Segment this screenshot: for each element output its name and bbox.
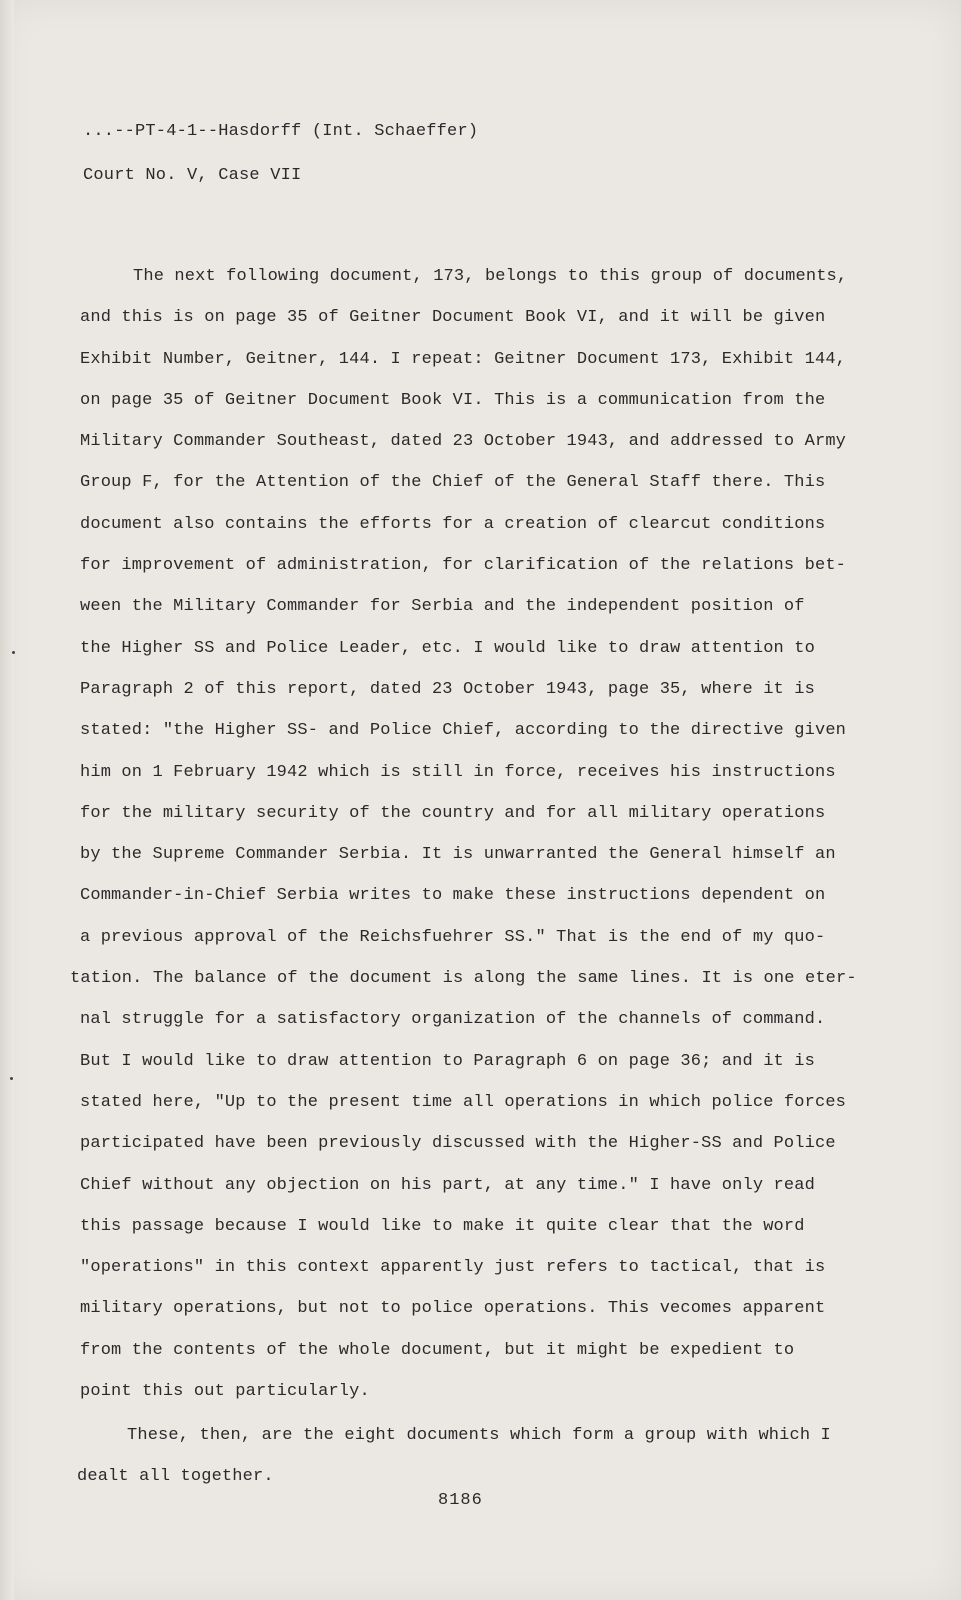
text-line: him on 1 February 1942 which is still in force, receives his instructions [80,762,836,782]
text-line: Military Commander Southeast, dated 23 October 1943, and addressed to Army [80,432,847,452]
text-line: for improvement of administration, for clarification of the relations bet- [80,556,847,576]
text-line: Commander-in-Chief Serbia writes to make these instructions dependent on [80,886,826,906]
text-line: and this is on page 35 of Geitner Document Book VI, and it will be given [80,308,826,328]
text-line: dealt all together. [77,1467,274,1487]
text-line: stated here, "Up to the present time all operations in which police forces [80,1092,847,1112]
text-line: The next following document, 173, belongs to this group of documents, [133,267,848,286]
text-line: Group F, for the Attention of the Chief of the General Staff there. This [80,473,826,493]
text-line: Paragraph 2 of this report, dated 23 October 1943, page 35, where it is [80,679,815,699]
text-line: on page 35 of Geitner Document Book VI. This is a communication from the [80,390,826,410]
text-line: point this out particularly. [80,1382,370,1402]
text-line: Exhibit Number, Geitner, 144. I repeat: Geitner Document 173, Exhibit 144, [80,349,847,369]
text-line: military operations, but not to police operations. This vecomes apparent [80,1299,826,1319]
header-line-case-id: ...--PT-4-1--Hasdorff (Int. Schaeffer) [83,122,479,141]
text-line: ween the Military Commander for Serbia and the independent position of [80,597,805,617]
paragraph-2 [77,1415,857,1498]
text-line: "operations" in this context apparently just refers to tactical, that is [80,1258,826,1278]
paragraph-1 [70,256,860,1412]
text-line: document also contains the efforts for a creation of clearcut conditions [80,514,826,534]
text-line: But I would like to draw attention to Paragraph 6 on page 36; and it is [80,1051,815,1071]
page-edge-shadow [0,0,14,1600]
header-line-court: Court No. V, Case VII [83,166,302,185]
margin-mark [10,1077,13,1080]
text-line: stated: "the Higher SS- and Police Chief, according to the directive given [80,721,847,741]
margin-mark [12,651,15,654]
text-line: the Higher SS and Police Leader, etc. I would like to draw attention to [80,638,815,658]
page-number: 8186 [438,1491,483,1510]
text-line: for the military security of the country and for all military operations [80,803,826,823]
text-line: from the contents of the whole document, but it might be expedient to [80,1340,795,1360]
text-line: nal struggle for a satisfactory organization of the channels of command. [80,1010,826,1030]
text-line: by the Supreme Commander Serbia. It is unwarranted the General himself an [80,845,836,865]
text-line: These, then, are the eight documents which form a group with which I [127,1426,831,1445]
text-line: tation. The balance of the document is along the same lines. It is one eter- [70,969,857,989]
text-line: this passage because I would like to make it quite clear that the word [80,1216,805,1236]
text-line: a previous approval of the Reichsfuehrer SS." That is the end of my quo- [80,927,826,947]
text-line: Chief without any objection on his part, at any time." I have only read [80,1175,815,1195]
text-line: participated have been previously discussed with the Higher-SS and Police [80,1134,836,1154]
